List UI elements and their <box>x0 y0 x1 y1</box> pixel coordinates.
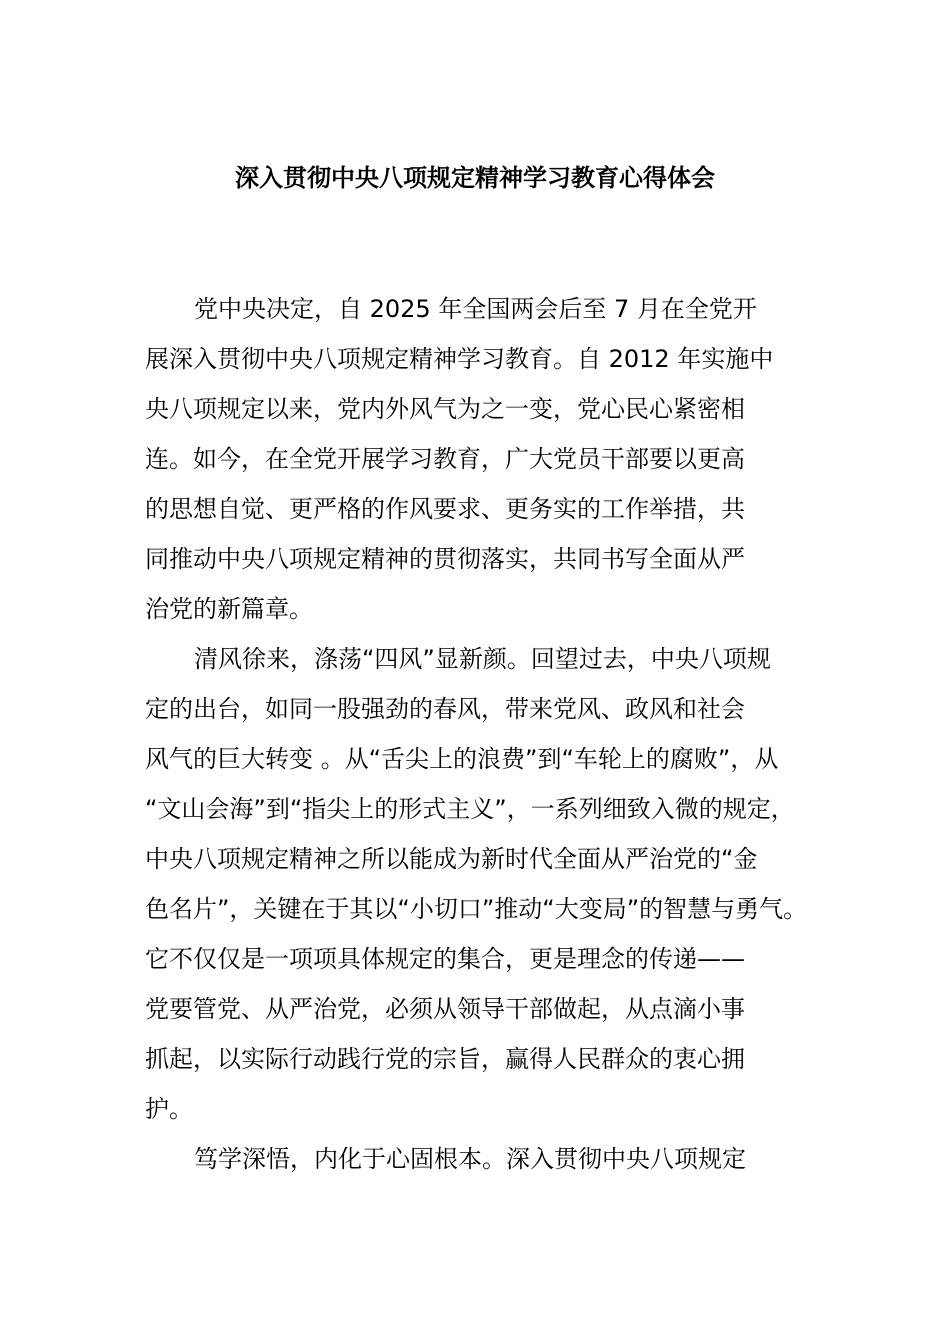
body-line: 清风徐来，涤荡“四风”显新颜。回望过去，中央八项规 <box>194 645 771 673</box>
body-line: 同推动中央八项规定精神的贯彻落实，共同书写全面从严 <box>145 545 745 573</box>
body-line: 护。 <box>145 1095 193 1123</box>
body-line: 的思想自觉、更严格的作风要求、更务实的工作举措，共 <box>145 495 745 523</box>
body-line: 连。如今，在全党开展学习教育，广大党员干部要以更高 <box>145 445 745 473</box>
body-line: 定的出台，如同一股强劲的春风，带来党风、政风和社会 <box>145 695 745 723</box>
body-line: 展深入贯彻中央八项规定精神学习教育。自 2012 年实施中 <box>145 345 774 373</box>
body-line: 央八项规定以来，党内外风气为之一变，党心民心紧密相 <box>145 395 745 423</box>
body-line: 抓起，以实际行动践行党的宗旨，赢得人民群众的衷心拥 <box>145 1045 745 1073</box>
body-line: 党中央决定，自 2025 年全国两会后至 7 月在全党开 <box>194 295 757 323</box>
body-line: 风气的巨大转变 。从“舌尖上的浪费”到“车轮上的腐败”，从 <box>145 745 779 773</box>
body-line: 笃学深悟，内化于心固根本。深入贯彻中央八项规定 <box>194 1145 746 1173</box>
body-line: 治党的新篇章。 <box>145 595 313 623</box>
body-line: 中央八项规定精神之所以能成为新时代全面从严治党的“金 <box>145 845 758 873</box>
body-line: 色名片”，关键在于其以“小切口”推动“大变局”的智慧与勇气。 <box>145 895 808 923</box>
body-line: 党要管党、从严治党，必须从领导干部做起，从点滴小事 <box>145 995 745 1023</box>
body-line: “文山会海”到“指尖上的形式主义”，一系列细致入微的规定， <box>145 795 795 823</box>
document-title: 深入贯彻中央八项规定精神学习教育心得体会 <box>235 164 715 192</box>
body-line: 它不仅仅是一项项具体规定的集合，更是理念的传递—— <box>145 945 745 973</box>
document-body <box>145 284 825 1184</box>
